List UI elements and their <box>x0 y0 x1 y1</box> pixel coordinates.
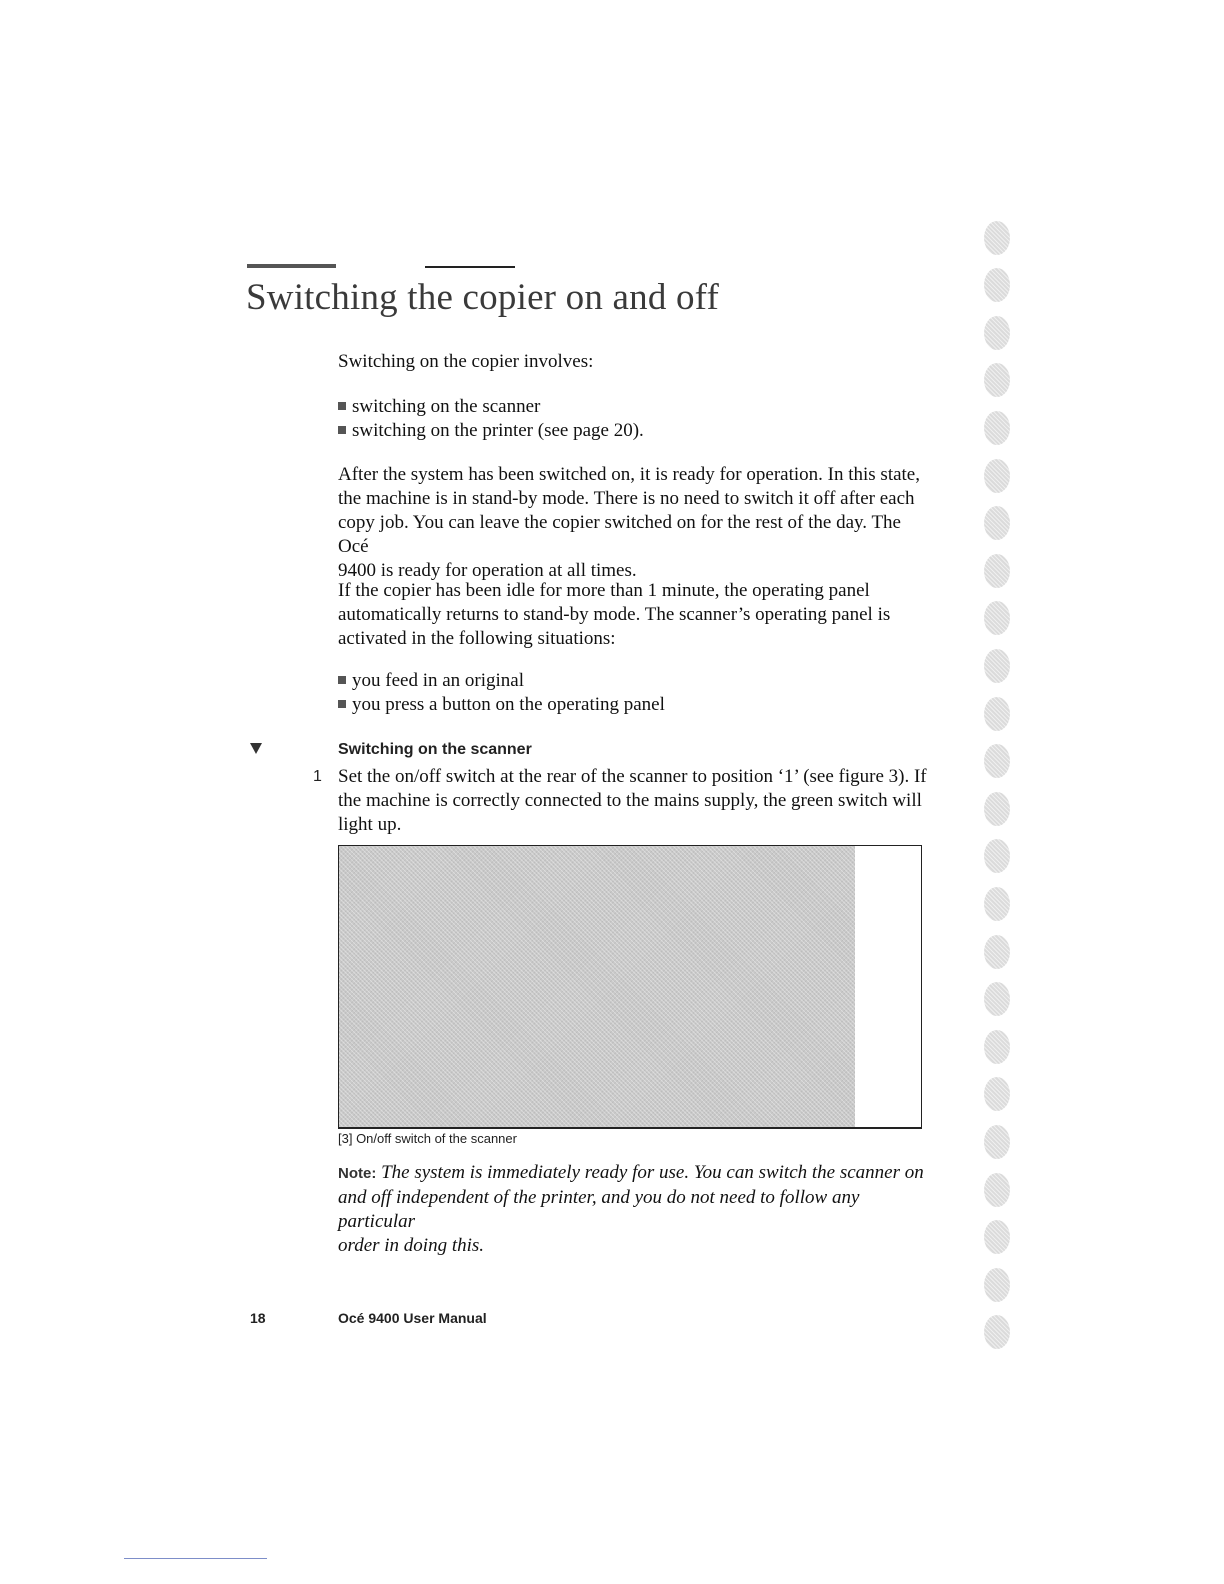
paragraph-idle: If the copier has been idle for more than 1 minute, the operating panel automatically returns to stand-by mode. The scanner’s operating panel is activated in the following situations: <box>338 580 891 649</box>
figure-rule <box>338 1127 922 1129</box>
section-heading: Switching on the scanner <box>338 741 532 758</box>
triangle-down-icon <box>250 743 262 754</box>
figure-caption: [3] On/off switch of the scanner <box>338 1131 517 1146</box>
punch-hole-icon <box>984 792 1010 826</box>
punch-hole-icon <box>984 316 1010 350</box>
note-label: Note: <box>338 1165 377 1182</box>
punch-hole-icon <box>984 744 1010 778</box>
title-rule-thin <box>425 266 515 268</box>
punch-hole-icon <box>984 887 1010 921</box>
list-item: you feed in an original <box>338 669 524 693</box>
punch-hole-icon <box>984 1220 1010 1254</box>
figure-image <box>338 845 922 1129</box>
punch-hole-icon <box>984 1030 1010 1064</box>
punch-hole-icon <box>984 554 1010 588</box>
punch-hole-icon <box>984 1173 1010 1207</box>
paragraph-standby: After the system has been switched on, it is ready for operation. In this state, the machine is in stand-by mode. There is no need to switch it off after each copy job. You can leave the copier switched on for the rest of the day. The Océ 9400 is ready for operation at all times. <box>338 464 920 581</box>
bullet-icon <box>338 700 346 708</box>
punch-hole-icon <box>984 839 1010 873</box>
bullet-icon <box>338 676 346 684</box>
list-item: switching on the scanner <box>338 395 540 419</box>
bullet-icon <box>338 402 346 410</box>
intro-text: Switching on the copier involves: <box>338 351 594 372</box>
punch-hole-icon <box>984 411 1010 445</box>
list-item: you press a button on the operating panel <box>338 693 665 717</box>
punch-hole-icon <box>984 506 1010 540</box>
figure-photo-placeholder <box>339 846 855 1128</box>
punch-hole-icon <box>984 1077 1010 1111</box>
punch-hole-icon <box>984 1268 1010 1302</box>
step-number: 1 <box>313 768 322 785</box>
bottom-rule <box>124 1558 267 1559</box>
punch-hole-icon <box>984 363 1010 397</box>
punch-hole-icon <box>984 459 1010 493</box>
punch-hole-icon <box>984 1315 1010 1349</box>
punch-hole-icon <box>984 1125 1010 1159</box>
punch-hole-icon <box>984 221 1010 255</box>
note: Note: The system is immediately ready for use. You can switch the scanner on and off independent of the printer, and you do not need to follow any particular order in doing this. <box>338 1162 924 1256</box>
punch-hole-icon <box>984 649 1010 683</box>
page-title: Switching the copier on and off <box>246 277 720 318</box>
punch-hole-icon <box>984 697 1010 731</box>
bullet-icon <box>338 426 346 434</box>
title-rule-thick <box>247 264 336 268</box>
page-number: 18 <box>250 1310 266 1326</box>
step-text: Set the on/off switch at the rear of the scanner to position ‘1’ (see figure 3). If the machine is correctly connected to the mains supply, the green switch will light up. <box>338 766 927 835</box>
list-item: switching on the printer (see page 20). <box>338 419 644 443</box>
punch-hole-icon <box>984 268 1010 302</box>
punch-hole-icon <box>984 982 1010 1016</box>
footer-title: Océ 9400 User Manual <box>338 1310 487 1326</box>
punch-hole-icon <box>984 601 1010 635</box>
punch-hole-icon <box>984 935 1010 969</box>
